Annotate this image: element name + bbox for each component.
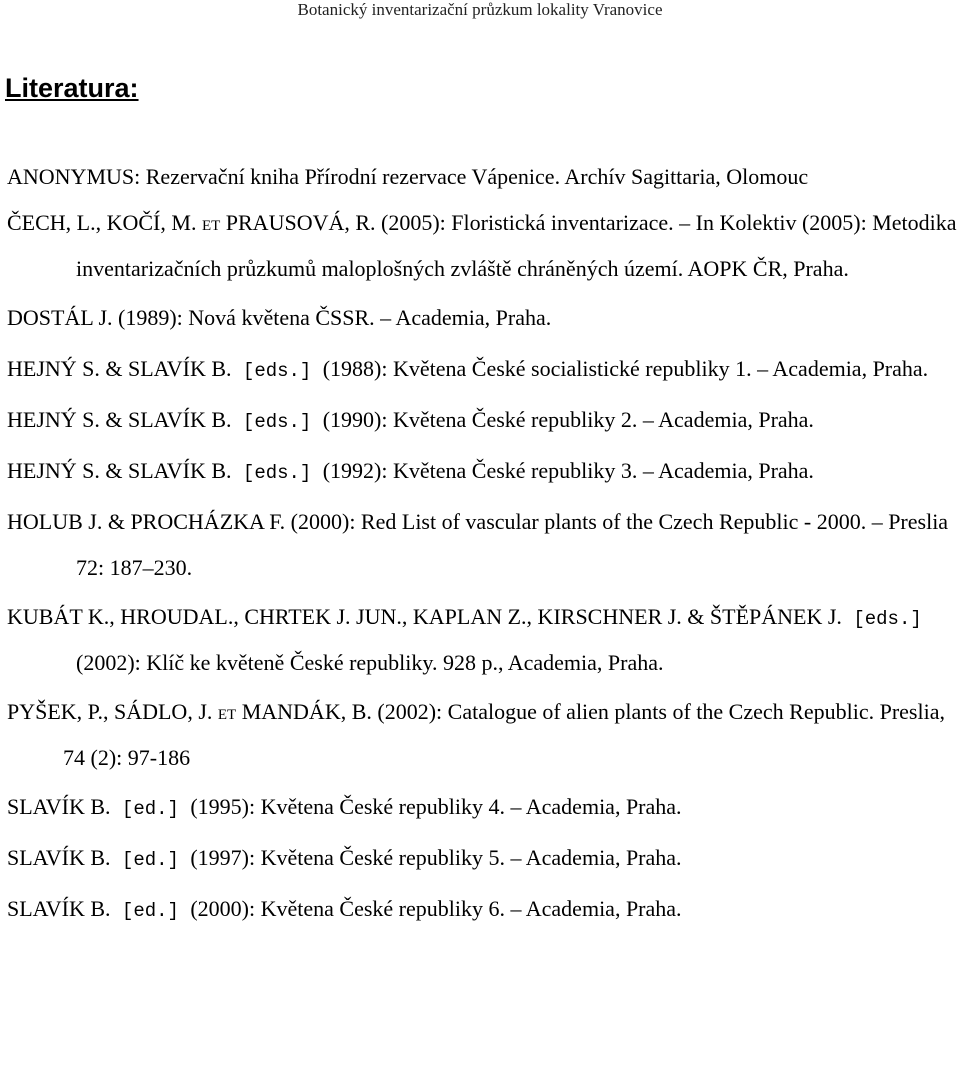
reference-item: [0, 449, 960, 495]
reference-text: (2000): Red List of vascular plants of the Czech Republic - 2000. – Preslia 72: 187–230.: [76, 509, 949, 580]
reference-item: [0, 785, 960, 831]
reference-text: (2002): Klíč ke květeně České republiky. 928 p., Academia, Praha.: [76, 650, 664, 675]
reference-text: Rezervační kniha Přírodní rezervace Vápenice. Archív Sagittaria, Olomouc: [140, 164, 809, 189]
reference-text: (2000): Květena České republiky 6. – Academia, Praha.: [190, 896, 682, 921]
reference-authors: HEJNÝ S. & SLAVÍK B.: [7, 356, 232, 381]
reference-text: (1995): Květena České republiky 4. – Academia, Praha.: [190, 794, 682, 819]
reference-authors: SLAVÍK B.: [7, 896, 111, 921]
reference-authors: ANONYMUS:: [7, 164, 141, 189]
reference-item: [0, 296, 960, 342]
reference-item: [0, 595, 960, 685]
reference-text: (1988): Květena České socialistické republiky 1. – Academia, Praha.: [322, 356, 929, 381]
reference-authors: DOSTÁL J.: [7, 305, 113, 330]
reference-text: (2005): Floristická inventarizace. – In Kolektiv (2005): Metodika inventarizačních průzkumů maloplošných zvláště chráněných území. AOPK ČR, Praha.: [76, 210, 957, 281]
reference-item: [0, 155, 960, 201]
running-header: Botanický inventarizační průzkum lokality Vranovice: [297, 0, 663, 19]
reference-item: [0, 887, 960, 933]
reference-item: [0, 500, 960, 590]
reference-authors: ČECH, L., KOČÍ, M. et PRAUSOVÁ, R.: [7, 210, 376, 235]
reference-editor-mark: [ed.]: [110, 849, 191, 871]
reference-item: [0, 836, 960, 882]
reference-list: [0, 155, 960, 933]
reference-item: [0, 690, 960, 780]
reference-authors: PYŠEK, P., SÁDLO, J. et MANDÁK, B.: [7, 699, 372, 724]
reference-text: (1990): Květena České republiky 2. – Academia, Praha.: [322, 407, 814, 432]
reference-item: [0, 201, 960, 291]
reference-editor-mark: [eds.]: [841, 608, 922, 630]
reference-text: (1992): Květena České republiky 3. – Academia, Praha.: [322, 458, 814, 483]
reference-editor-mark: [ed.]: [110, 798, 191, 820]
reference-text: (2002): Catalogue of alien plants of the Czech Republic. Preslia, 74 (2): 97-186: [63, 699, 945, 770]
reference-editor-mark: [eds.]: [231, 360, 323, 382]
reference-item: [0, 347, 960, 393]
reference-authors: HEJNÝ S. & SLAVÍK B.: [7, 458, 232, 483]
reference-authors: HEJNÝ S. & SLAVÍK B.: [7, 407, 232, 432]
reference-text: (1989): Nová květena ČSSR. – Academia, Praha.: [112, 305, 552, 330]
reference-editor-mark: [eds.]: [231, 462, 323, 484]
reference-authors: KUBÁT K., HROUDAL., CHRTEK J. JUN., KAPLAN Z., KIRSCHNER J. & ŠTĚPÁNEK J.: [7, 604, 842, 629]
reference-item: [0, 398, 960, 444]
section-title: Literatura:: [5, 73, 139, 103]
reference-authors: HOLUB J. & PROCHÁZKA F.: [7, 509, 286, 534]
reference-text: (1997): Květena České republiky 5. – Academia, Praha.: [190, 845, 682, 870]
reference-authors: SLAVÍK B.: [7, 794, 111, 819]
reference-editor-mark: [eds.]: [231, 411, 323, 433]
reference-editor-mark: [ed.]: [110, 900, 191, 922]
reference-authors: SLAVÍK B.: [7, 845, 111, 870]
